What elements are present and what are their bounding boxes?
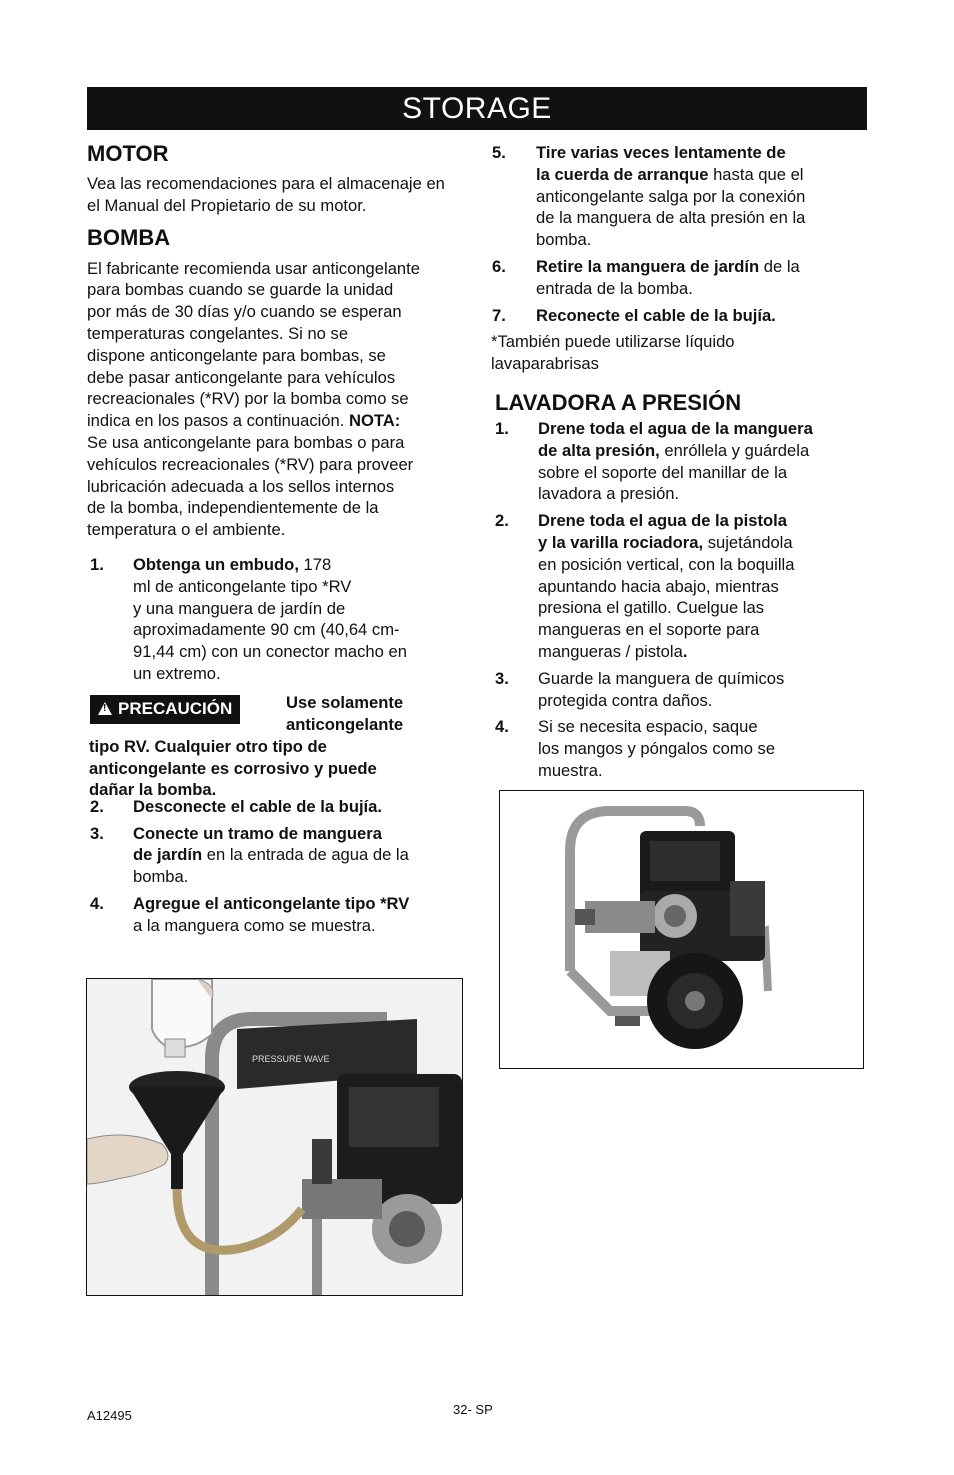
page-number: 32- SP	[453, 1402, 493, 1417]
step-5: 5. Tire varias veces lentamente de la cuerda de arranque hasta que el anticongelante salga por la conexión de la manguera de alta presión en la bomba.	[492, 143, 806, 250]
washer-step-1: 1. Drene toda el agua de la manguera de alta presión, enróllela y guárdela sobre el soporte del manillar de la lavadora a presión.	[495, 418, 813, 504]
pressure-washer-illustration	[500, 791, 863, 1068]
lavadora-heading: LAVADORA A PRESIÓN	[495, 389, 742, 415]
step-7: 7. Reconecte el cable de la bujía.	[492, 305, 776, 325]
bomba-heading: BOMBA	[87, 224, 171, 250]
motor-text: Vea las recomendaciones para el almacenaje en el Manual del Propietario de su motor.	[87, 174, 445, 215]
warning-icon: !	[98, 702, 112, 715]
document-code: A12495	[87, 1408, 132, 1423]
step-4: 4. Agregue el anticongelante tipo *RV a la manguera como se muestra.	[90, 893, 410, 935]
step-3: 3. Conecte un tramo de manguera de jardín en la entrada de agua de la bomba.	[90, 823, 409, 887]
antifreeze-note: *También puede utilizarse líquido lavaparabrisas	[491, 332, 735, 374]
washer-step-2: 2. Drene toda el agua de la pistola y la varilla rociadora, sujetándola en posición vertical, con la boquilla apuntando hacia abajo, mientras presiona el gatillo. Cuelgue las mangueras en el soporte para mangueras / pistola.	[495, 511, 795, 661]
washer-step-4: 4. Si se necesita espacio, saque los mangos y póngalos como se muestra.	[495, 717, 776, 780]
washer-step-3: 3. Guarde la manguera de químicos protegida contra daños.	[495, 668, 785, 710]
funnel-antifreeze-illustration	[87, 979, 462, 1295]
motor-heading: MOTOR	[87, 141, 169, 166]
panel-label: PRESSURE WAVE	[252, 1054, 330, 1064]
bomba-text: El fabricante recomienda usar anticongelante para bombas cuando se guarde la unidad por más de 30 días y/o cuando se esperan temperaturas congelantes. Si no se dispone anticongelante para bombas, se debe pasar anticongelante para vehículos recreacionales (*RV) por la bomba como se indica en los pasos a continuación. NOTA: Se usa anticongelante para bombas o para vehículos recreacionales (*RV) para proveer lubricación adecuada a los sellos internos de la bomba, independientemente de la temperatura o el ambiente.	[87, 258, 421, 540]
right-column	[491, 142, 863, 782]
caution-badge: ! PRECAUCIÓN	[90, 695, 240, 724]
funnel-antifreeze-photo	[86, 978, 463, 1296]
pressure-washer-storage-photo	[499, 790, 864, 1069]
step-6: 6. Retire la manguera de jardín de la entrada de la bomba.	[492, 256, 800, 298]
left-column	[87, 140, 465, 937]
step-1: 1. Obtenga un embudo, 178 ml de anticongelante tipo *RV y una manguera de jardín de aproximadamente 90 cm (40,64 cm- 91,44 cm) con un conector macho en un extremo.	[90, 554, 407, 683]
page-title-banner: STORAGE	[87, 87, 867, 130]
caution-block: ! PRECAUCIÓN Use solamente anticongelante tipo RV. Cualquier otro tipo de anticongelante es corrosivo y puede dañar la bomba.	[89, 692, 404, 800]
step-2: 2. Desconecte el cable de la bujía.	[90, 796, 383, 816]
